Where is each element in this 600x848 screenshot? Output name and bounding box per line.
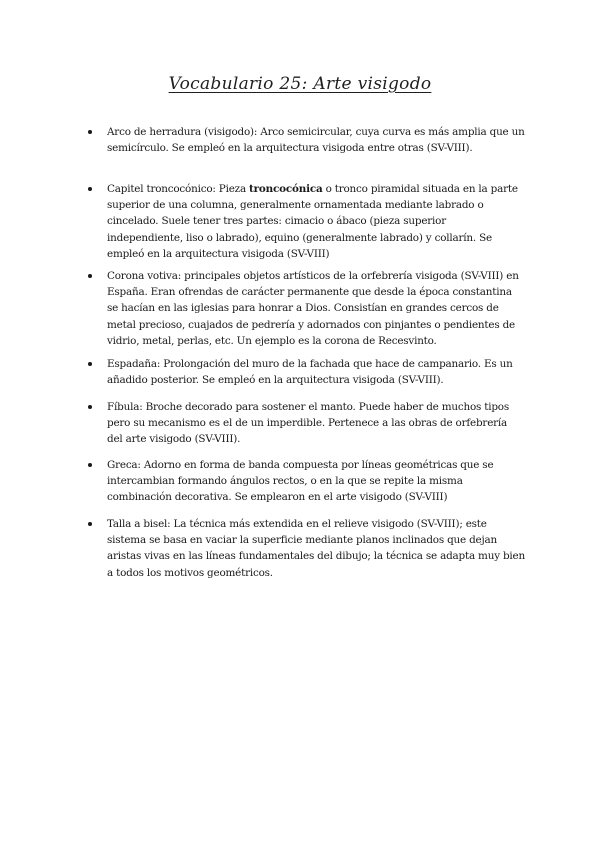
bullet-icon: [88, 130, 92, 134]
bullet-icon: [88, 274, 92, 278]
item-text: Fíbula: Broche decorado para sostener el manto. Puede haber de muchos tipos pero su mecanismo es el de un imperdible. Pertenece a las obras de orfebrería del arte visigodo (SV-VIII).: [107, 401, 509, 446]
list-item-espadana: [107, 356, 525, 388]
item-text: Greca: Adorno en forma de banda compuesta por líneas geométricas que se intercambian formando ángulos rectos, o en la que se repite la misma combinación decorativa. Se emplearon en el arte visigodo (SV-VIII): [107, 459, 494, 504]
list-item-corona-votiva: [107, 268, 525, 349]
bullet-icon: [88, 187, 92, 191]
item-text-post: o tronco piramidal situada en la parte superior de una columna, generalmente ornamentada mediante labrado o cincelado. Suele tener tres partes: cimacio o ábaco (pieza superior independiente, liso o labrado), equino (generalmente labrado) y collarín. Se empleó en la arquitectura visigoda (SV-VIII): [107, 183, 518, 260]
item-text-bold: troncocónica: [249, 183, 323, 195]
item-text: Arco de herradura (visigodo): Arco semicircular, cuya curva es más amplia que un semicírculo. Se empleó en la arquitectura visigoda entre otras (SV-VIII).: [107, 126, 525, 155]
list-item-fibula: [107, 399, 525, 448]
list-item-arco-de-herradura: [107, 124, 525, 156]
bullet-icon: [88, 405, 92, 409]
bullet-icon: [88, 522, 92, 526]
list-item-capitel-troncoconico: [107, 181, 525, 262]
list-item-greca: [107, 457, 525, 506]
item-text: Espadaña: Prolongación del muro de la fachada que hace de campanario. Es un añadido posterior. Se empleó en la arquitectura visigoda (SV-VIII).: [107, 358, 513, 387]
item-text-pre: Capitel troncocónico: Pieza: [107, 183, 250, 195]
bullet-icon: [88, 362, 92, 366]
item-text: Talla a bisel: La técnica más extendida en el relieve visigodo (SV-VIII); este sistema se basa en vaciar la superficie mediante planos inclinados que dejan aristas vivas en las líneas fundamentales del dibujo; la técnica se adapta muy bien a todos los motivos geométricos.: [107, 518, 525, 579]
bullet-icon: [88, 463, 92, 467]
list-item-talla-a-bisel: [107, 516, 525, 581]
item-text: Corona votiva: principales objetos artísticos de la orfebrería visigoda (SV-VIII) en España. Eran ofrendas de carácter permanente que desde la época constantina se hacían en las iglesias para honrar a Dios. Consistían en grandes cercos de metal precioso, cuajados de pedrería y adornados con pinjantes o pendientes de vidrio, metal, perlas, etc. Un ejemplo es la corona de Recesvinto.: [107, 270, 519, 347]
page-title: Vocabulario 25: Arte visigodo: [168, 74, 432, 94]
